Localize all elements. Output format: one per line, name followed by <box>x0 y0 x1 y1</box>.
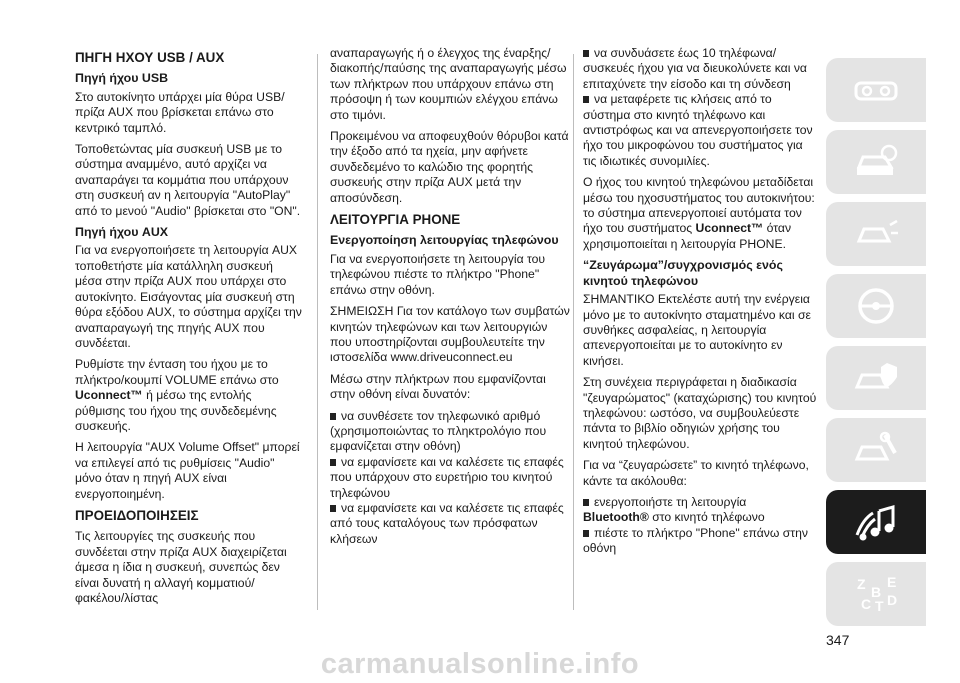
page-number: 347 <box>826 632 850 648</box>
paragraph: Στη συνέχεια περιγράφεται η διαδικασία "ζευγαρώματος" (καταχώρισης) του κινητού τηλεφώνου: ωστόσο, να συμβουλεύεστε πάντα το βιβλίο οδηγιών χρήσης του κινητού τηλεφώνου. <box>583 375 817 451</box>
warnings-title: ΠΡΟΕΙΔΟΠΟΙΗΣΕΙΣ <box>75 507 199 523</box>
car-dashboard-icon <box>853 69 899 111</box>
paragraph: Για να “ζευγαρώσετε” το κινητό τηλέφωνο, κάντε τα ακόλουθα: <box>583 458 809 488</box>
bullet-square-icon <box>583 50 589 57</box>
index-letter: D <box>887 592 898 608</box>
list-item: να μεταφέρετε τις κλήσεις από το σύστημα στο κινητό τηλέφωνο και αντιστρόφως και να απενεργοποιήσετε τον ήχο του μικροφώνου του συστήματος για τις ιδιωτικές συνομιλίες. <box>583 92 813 168</box>
paragraph: ΣΗΜΑΝΤΙΚΟ Εκτελέστε αυτή την ενέργεια μόνο με το αυτοκίνητο σταματημένο και σε συνθήκες ασφαλείας, η λειτουργία απενεργοποιείται με το αυτοκίνητο εν κινήσει. <box>583 292 811 368</box>
tab-steering[interactable] <box>826 274 926 338</box>
bullet-square-icon <box>330 459 336 466</box>
watermark: carmanualsonline.info <box>320 648 640 680</box>
list-item: να εμφανίσετε και να καλέσετε τις επαφές από τους καταλόγους των πρόσφατων κλήσεων <box>330 500 564 546</box>
list-item: ενεργοποιήστε τη λειτουργία Bluetooth® στο κινητό τηλέφωνο <box>583 494 765 525</box>
paragraph: Προκειμένου να αποφευχθούν θόρυβοι κατά την έξοδο από τα ηχεία, μην αφήνετε συνδεδεμένο το καλώδιο της φορητής συσκευής στην πρίζα AUX μετά την αποσύνδεση. <box>330 129 569 205</box>
index-letter: C <box>861 596 872 612</box>
text-column-2 <box>330 46 570 547</box>
paragraph: Για να ενεργοποιήσετε τη λειτουργία AUX τοποθετήστε μία κατάλληλη συσκευή μέσα στην πρίζα AUX που υπάρχει στο αυτοκίνητο. Εισάγοντας μία συσκευή στη θύρα εξόδου AUX, το σύστημα αρχίζει την αναπαραγωγή της πηγής AUX που συνδέεται. <box>75 243 302 350</box>
steering-wheel-icon <box>853 285 899 327</box>
multimedia-icon <box>853 501 899 543</box>
bullet-square-icon <box>583 96 589 103</box>
paragraph: Για να ενεργοποιήσετε τη λειτουργία του τηλεφώνου πιέστε το πλήκτρο "Phone" επάνω στην οθόνη. <box>330 251 546 297</box>
paragraph: Στο αυτοκίνητο υπάρχει μία θύρα USB/πρίζα AUX που βρίσκεται επάνω στο κεντρικό ταμπλό. <box>75 89 285 135</box>
index-letters-icon <box>853 573 899 615</box>
paragraph: ΣΗΜΕΙΩΣΗ Για τον κατάλογο των συμβατών κινητών τηλεφώνων και των λειτουργιών που υποστηρίζονται συμβουλευτείτε την ιστοσελίδα www.driveuconnect.eu <box>330 304 570 365</box>
text: Ρυθμίστε την ένταση του ήχου με το πλήκτρο/κουμπί VOLUME επάνω στο <box>75 357 279 387</box>
subtitle-usb: Πηγή ήχου USB <box>75 71 169 86</box>
car-safety-icon <box>853 357 899 399</box>
tab-safety[interactable] <box>826 346 926 410</box>
index-letter: E <box>887 574 897 590</box>
paragraph <box>75 357 303 434</box>
paragraph: Τοποθετώντας μία συσκευή USB με το σύστημα αναμμένο, αυτό αρχίζει να αναπαράγει τα κομμάτια που υπάρχουν στη συσκευή αν η λειτουργία "AutoPlay" από το μενού "Audio" βρίσκεται στο "ON". <box>75 142 301 218</box>
index-letter: B <box>871 584 882 600</box>
list-item: να εμφανίσετε και να καλέσετε τις επαφές που υπάρχουν στο ευρετήριο του κινητού τηλεφώνου <box>330 454 564 500</box>
section-title-phone: ΛΕΙΤΟΥΡΓΙΑ PHONE <box>330 212 461 228</box>
text-column-3 <box>583 46 819 557</box>
chapter-tabs <box>826 58 926 634</box>
tab-car-info[interactable] <box>826 130 926 194</box>
column-divider <box>573 54 574 610</box>
car-service-icon <box>853 429 899 471</box>
tab-lights[interactable] <box>826 202 926 266</box>
tab-dashboard[interactable] <box>826 58 926 122</box>
text-column-1 <box>75 46 303 612</box>
bullet-square-icon <box>330 505 336 512</box>
tab-service[interactable] <box>826 418 926 482</box>
paragraph: Ο ήχος του κινητού τηλεφώνου μεταδίδεται μέσω του ηχοσυστήματος του αυτοκινήτου: το σύστημα απενεργοποιεί αυτόματα τον ήχο του συστήματος Uconnect™ όταν χρησιμοποιείται η λειτουργία PHONE. <box>583 175 815 251</box>
paragraph: Τις λειτουργίες της συσκευής που συνδέεται στην πρίζα AUX διαχειρίζεται άμεσα η ίδια η συσκευή, συνεπώς δεν είναι δυνατή η αλλαγή κομματιού/φακέλου/λίστας <box>75 529 287 605</box>
bullet-square-icon <box>330 413 336 420</box>
text: ή μέσω της εντολής ρύθμισης του ήχου της συνδεδεμένης συσκευής. <box>75 388 277 433</box>
car-lights-icon <box>853 213 899 255</box>
index-letter: T <box>875 598 884 614</box>
car-info-icon <box>853 141 899 183</box>
bullet-square-icon <box>583 499 589 506</box>
list-item: να συνθέσετε τον τηλεφωνικό αριθμό (χρησιμοποιώντας το πληκτρολόγιο που εμφανίζεται στην οθόνη) <box>330 408 547 454</box>
tab-index[interactable] <box>826 562 926 626</box>
bullet-square-icon <box>583 530 589 537</box>
paragraph: Μέσω στην πλήκτρων που εμφανίζονται στην οθόνη είναι δυνατόν: <box>330 371 546 402</box>
list-item: να συνδυάσετε έως 10 τηλέφωνα/συσκευές ήχου για να διευκολύνετε και να επιταχύνετε την είσοδο και τη σύνδεση <box>583 46 807 91</box>
list-item: πιέστε το πλήκτρο "Phone" επάνω στην οθόνη <box>583 525 808 556</box>
paragraph: Η λειτουργία "AUX Volume Offset" μπορεί να επιλεγεί από τις ρυθμίσεις "Audio" μόνο όταν η πηγή AUX είναι ενεργοποιημένη. <box>75 440 300 501</box>
tab-multimedia[interactable] <box>826 490 926 554</box>
subtitle-aux: Πηγή ήχου AUX <box>75 225 169 240</box>
section-title-usb-aux: ΠΗΓΗ ΗΧΟΥ USB / AUX <box>75 50 225 65</box>
subtitle-pairing: “Ζευγάρωμα”/συγχρονισμός ενός κινητού τηλεφώνου <box>583 258 783 288</box>
column-divider <box>317 54 318 610</box>
paragraph: αναπαραγωγής ή ο έλεγχος της έναρξης/διακοπής/παύσης της αναπαραγωγής μέσω των πλήκτρων που υπάρχουν επάνω στη πρόσοψη ή των κουμπιών ελέγχου επάνω στο τιμόνι. <box>330 46 567 122</box>
text-bold: Uconnect™ <box>75 388 143 403</box>
index-letter: Z <box>857 576 866 592</box>
subtitle-phone-activation: Ενεργοποίηση λειτουργίας τηλεφώνου <box>330 233 559 248</box>
